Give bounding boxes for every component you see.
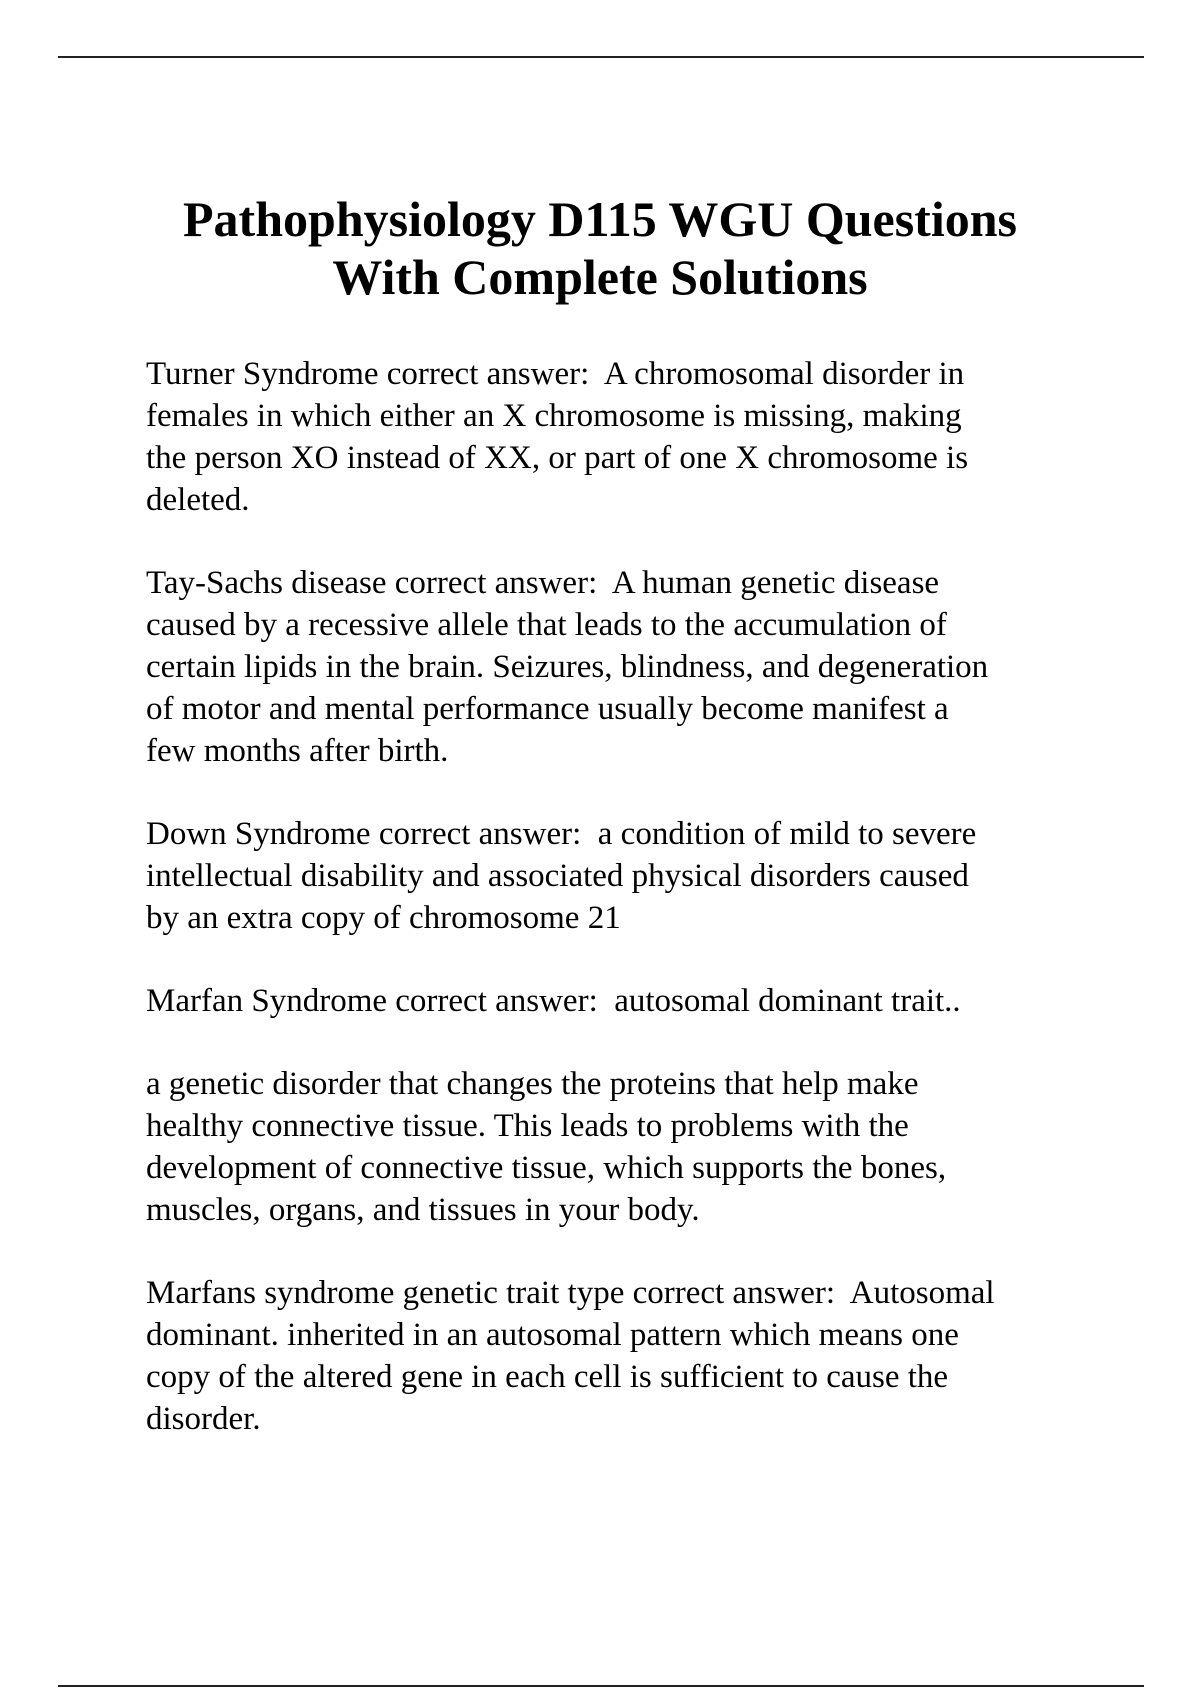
qa-down-syndrome <box>146 813 1096 939</box>
text-line: few months after birth. <box>146 733 449 769</box>
text-line: of motor and mental performance usually become manifest a <box>146 691 949 727</box>
text-line: Down Syndrome correct answer: a condition of mild to severe <box>146 816 977 852</box>
text-line: healthy connective tissue. This leads to problems with the <box>146 1108 909 1144</box>
text-line: by an extra copy of chromosome 21 <box>146 900 621 936</box>
document-title <box>100 190 1100 306</box>
text-line: a genetic disorder that changes the proteins that help make <box>146 1066 919 1102</box>
qa-tay-sachs-disease <box>146 562 1096 772</box>
text-line: development of connective tissue, which supports the bones, <box>146 1150 947 1186</box>
qa-turner-syndrome <box>146 353 1096 521</box>
text-line: females in which either an X chromosome is missing, making <box>146 398 962 434</box>
text-line: caused by a recessive allele that leads to the accumulation of <box>146 607 947 643</box>
header-rule <box>58 56 1144 58</box>
text-line: Tay-Sachs disease correct answer: A human genetic disease <box>146 565 940 601</box>
title-line: Pathophysiology D115 WGU Questions <box>183 191 1017 247</box>
text-line: Marfan Syndrome correct answer: autosomal dominant trait.. <box>146 983 961 1019</box>
qa-marfans-genetic-trait-type <box>146 1272 1096 1440</box>
text-line: deleted. <box>146 482 250 518</box>
footer-rule <box>58 1685 1144 1687</box>
title-line: With Complete Solutions <box>332 249 868 305</box>
text-line: muscles, organs, and tissues in your body. <box>146 1192 700 1228</box>
marfan-syndrome-description <box>146 1063 1096 1231</box>
text-line: copy of the altered gene in each cell is sufficient to cause the <box>146 1359 949 1395</box>
text-line: disorder. <box>146 1401 261 1437</box>
document-body <box>146 353 1096 1481</box>
text-line: the person XO instead of XX, or part of one X chromosome is <box>146 440 969 476</box>
qa-marfan-syndrome <box>146 980 1096 1022</box>
text-line: Marfans syndrome genetic trait type correct answer: Autosomal <box>146 1275 995 1311</box>
text-line: Turner Syndrome correct answer: A chromosomal disorder in <box>146 356 965 392</box>
text-line: certain lipids in the brain. Seizures, blindness, and degeneration <box>146 649 989 685</box>
text-line: intellectual disability and associated physical disorders caused <box>146 858 969 894</box>
text-line: dominant. inherited in an autosomal pattern which means one <box>146 1317 959 1353</box>
